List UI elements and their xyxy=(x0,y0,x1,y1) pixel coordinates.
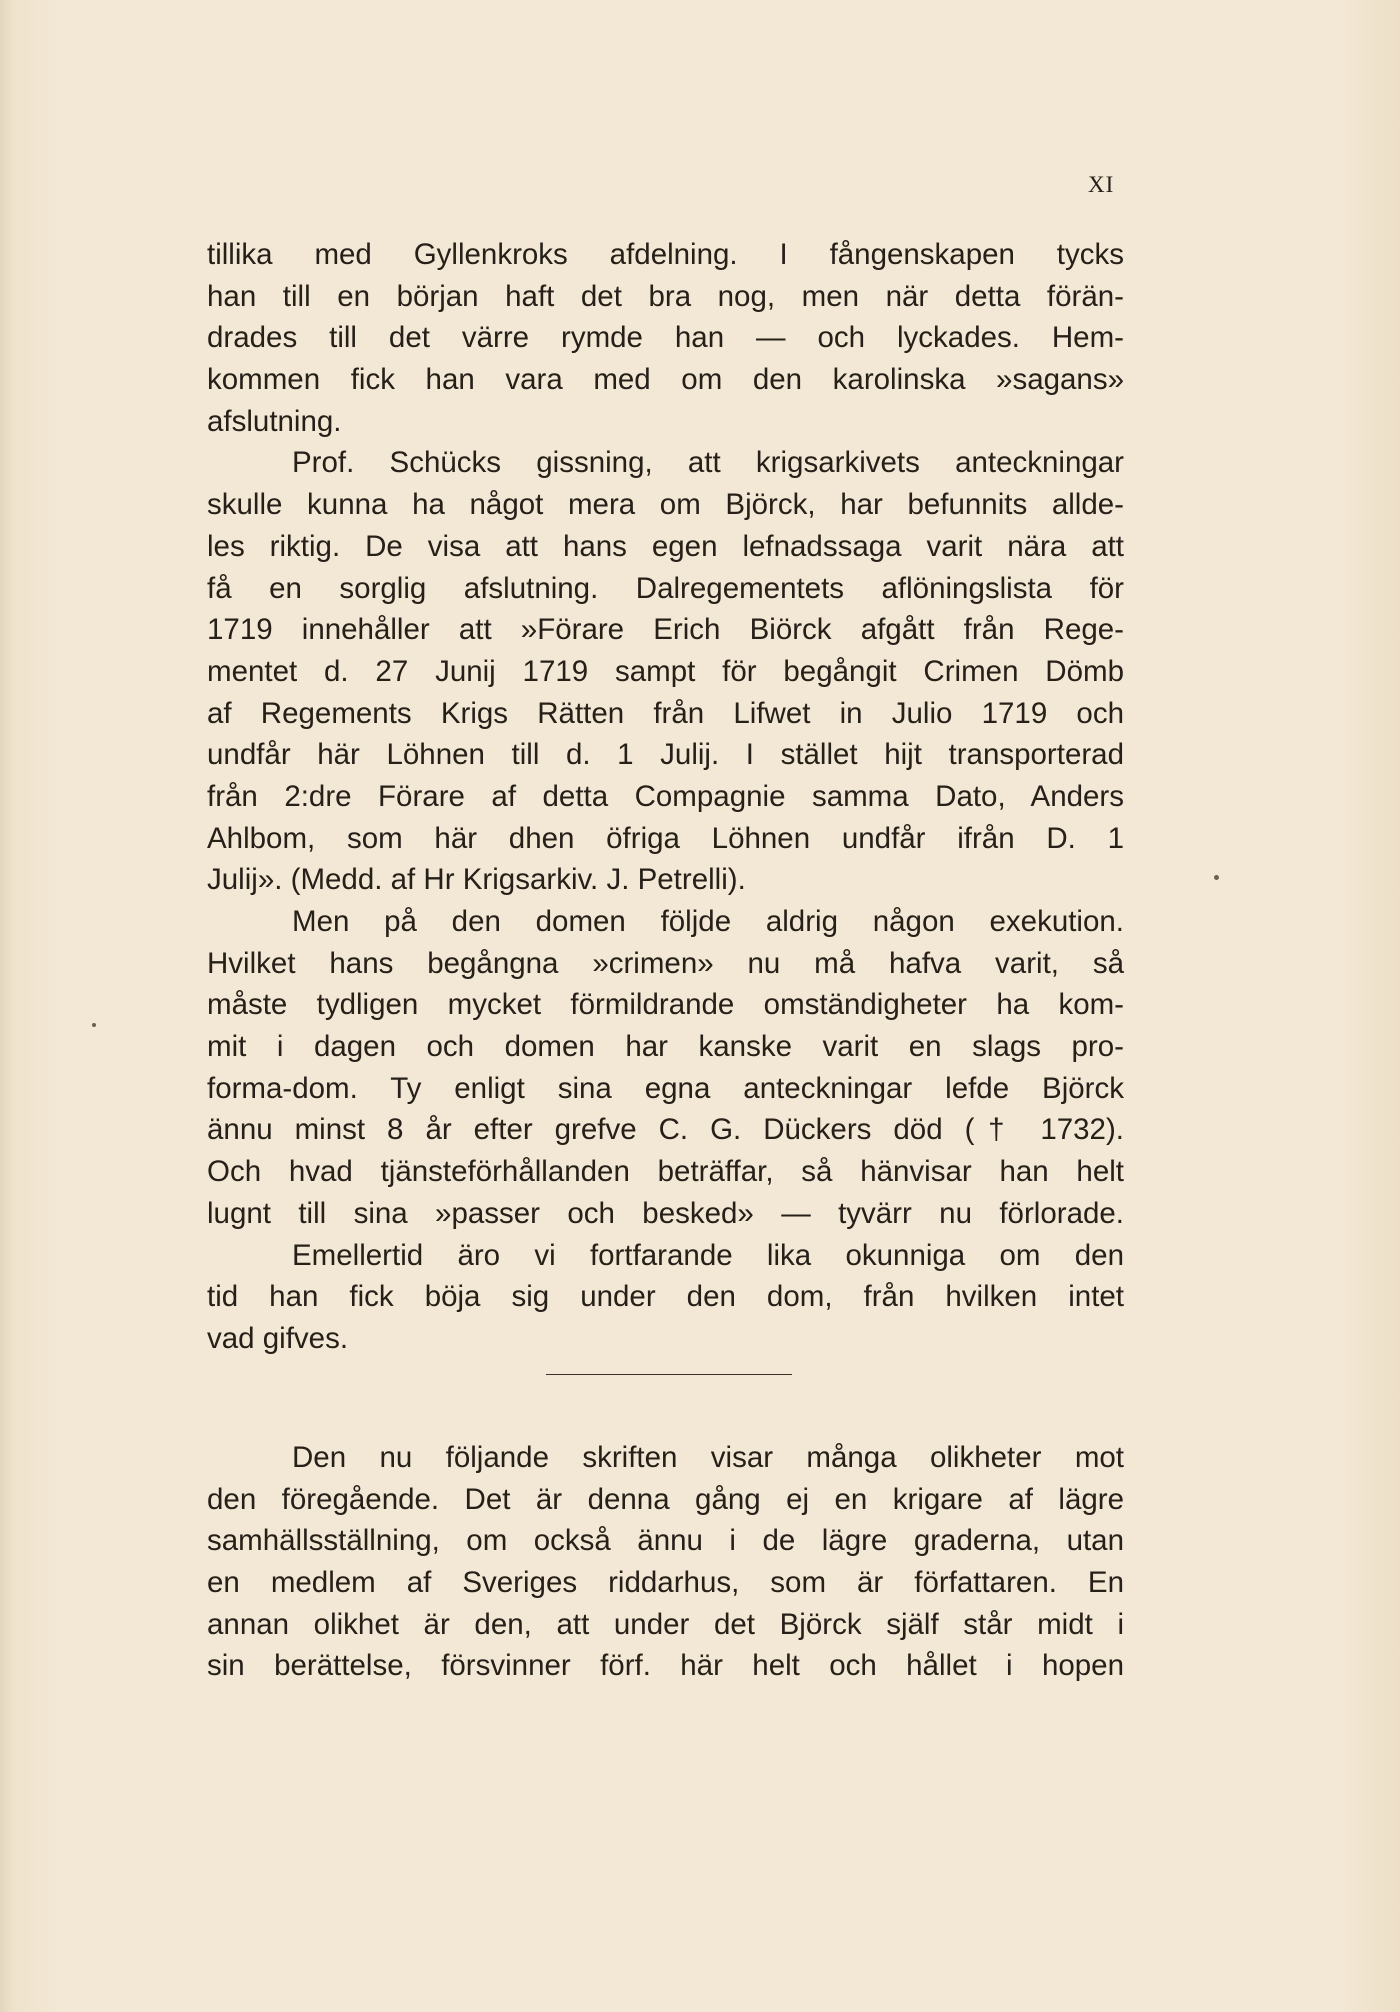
text-line: måste tydligen mycket förmildrande omständigheter ha kom- xyxy=(207,988,1124,1022)
text-line: drades till det värre rymde han — och lyckades. Hem- xyxy=(207,321,1124,355)
text-line: tid han fick böja sig under den dom, från hvilken intet xyxy=(207,1280,1124,1314)
text-line: Prof. Schücks gissning, att krigsarkivets anteckningar xyxy=(292,446,1124,480)
text-line: vad gifves. xyxy=(207,1321,349,1355)
text-line: forma-dom. Ty enligt sina egna anteckningar lefde Björck xyxy=(207,1071,1124,1105)
text-line: få en sorglig afslutning. Dalregementets aflöningslista för xyxy=(207,571,1124,605)
text-line: sin berättelse, försvinner förf. här helt och hållet i hopen xyxy=(207,1649,1124,1683)
text-line: Och hvad tjänsteförhållanden beträffar, så hänvisar han helt xyxy=(207,1155,1124,1189)
text-line: undfår här Löhnen till d. 1 Julij. I stället hijt transporterad xyxy=(207,738,1124,772)
text-line: Julij». (Medd. af Hr Krigsarkiv. J. Petrelli). xyxy=(207,863,746,897)
paragraph-1 xyxy=(207,234,1124,442)
paragraph-4 xyxy=(207,1235,1124,1360)
text-line: tillika med Gyllenkroks afdelning. I fångenskapen tycks xyxy=(207,238,1124,271)
text-line: samhällsställning, om också ännu i de lägre graderna, utan xyxy=(207,1524,1124,1558)
text-line: ännu minst 8 år efter grefve C. G. Dückers död († 1732). xyxy=(207,1113,1124,1147)
text-line: lugnt till sina »passer och besked» — tyvärr nu förlorade. xyxy=(207,1196,1124,1230)
text-line: från 2:dre Förare af detta Compagnie samma Dato, Anders xyxy=(207,779,1124,813)
text-line: mentet d. 27 Junij 1719 sampt för begångit Crimen Dömb xyxy=(207,654,1124,688)
text-line: skulle kunna ha något mera om Björck, har befunnits allde- xyxy=(207,488,1124,522)
text-line: annan olikhet är den, att under det Björck själf står midt i xyxy=(207,1607,1124,1641)
section-divider xyxy=(546,1374,792,1375)
page-number: XI xyxy=(1088,172,1115,197)
text-line: han till en början haft det bra nog, men när detta förän- xyxy=(207,279,1124,313)
paragraph-5 xyxy=(207,1437,1124,1687)
text-line: af Regements Krigs Rätten från Lifwet in Julio 1719 och xyxy=(207,696,1124,730)
text-line: afslutning. xyxy=(207,404,342,438)
paper-speck xyxy=(92,1023,96,1027)
text-line: Ahlbom, som här dhen öfriga Löhnen undfår ifrån D. 1 xyxy=(207,821,1124,855)
text-line: Men på den domen följde aldrig någon exekution. xyxy=(292,905,1124,938)
text-line: mit i dagen och domen har kanske varit en slags pro- xyxy=(207,1030,1124,1064)
text-line: en medlem af Sveriges riddarhus, som är författaren. En xyxy=(207,1566,1124,1600)
text-line: Emellertid äro vi fortfarande lika okunniga om den xyxy=(292,1238,1124,1272)
text-line: den föregående. Det är denna gång ej en krigare af lägre xyxy=(207,1482,1124,1516)
text-line: kommen fick han vara med om den karolinska »sagans» xyxy=(207,363,1124,397)
paragraph-2 xyxy=(207,442,1124,901)
text-line: les riktig. De visa att hans egen lefnadssaga varit nära att xyxy=(207,529,1124,563)
paragraph-3 xyxy=(207,901,1124,1235)
text-block-top xyxy=(207,234,1124,1360)
text-line: Den nu följande skriften visar många olikheter mot xyxy=(292,1441,1124,1474)
text-line: Hvilket hans begångna »crimen» nu må hafva varit, så xyxy=(207,946,1124,980)
text-block-bottom xyxy=(207,1437,1124,1687)
paper-speck xyxy=(1214,875,1219,880)
text-line: 1719 innehåller att »Förare Erich Biörck afgått från Rege- xyxy=(207,613,1124,647)
